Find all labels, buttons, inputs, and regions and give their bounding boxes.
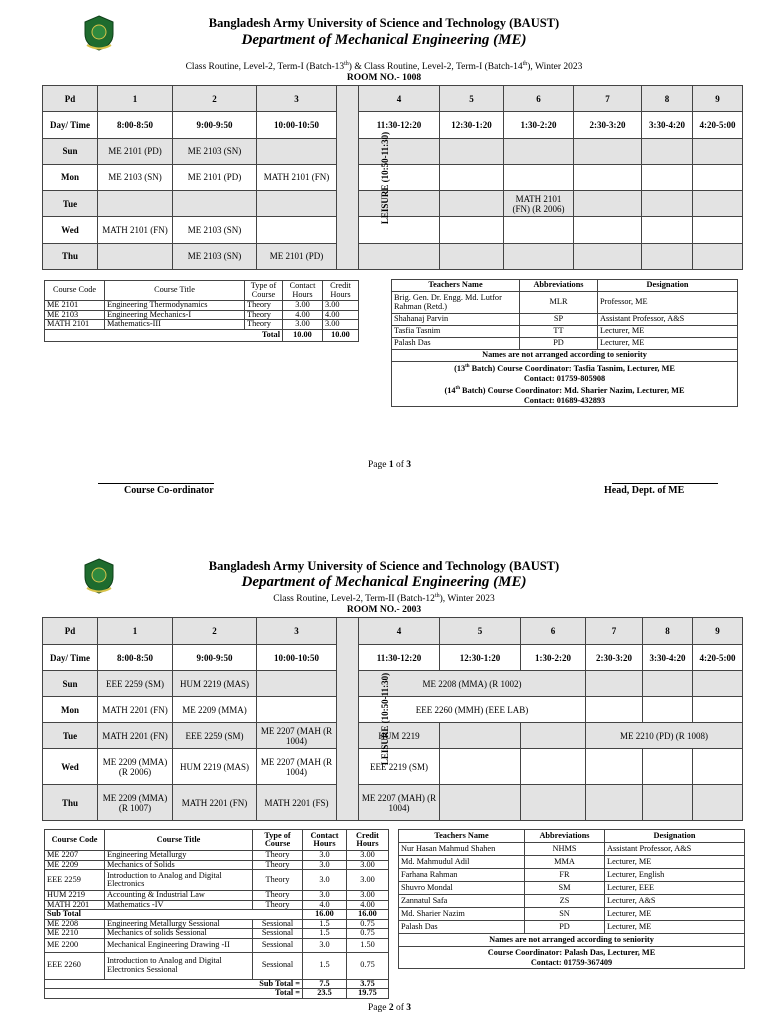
class-cell: EEE 2259 (SM) xyxy=(173,723,257,749)
class-cell: ME 2209 (MMA) (R 1007) xyxy=(98,785,173,821)
time-header: 12:30-1:20 xyxy=(440,112,504,138)
day-label: Thu xyxy=(43,243,98,269)
day-label: Tue xyxy=(43,723,98,749)
room-number: ROOM NO.- 1008 xyxy=(346,73,422,83)
university-title: Bangladesh Army University of Science and Technology (BAUST) xyxy=(208,16,560,30)
course-title-header: Course Title xyxy=(105,830,253,851)
teacher-table xyxy=(398,829,745,969)
department-title: Department of Mechanical Engineering (ME) xyxy=(241,32,527,48)
day-label: Wed xyxy=(43,749,98,785)
table-row: ME 2207 Engineering Metallurgy Theory 3.0 3.00 xyxy=(45,851,389,861)
contact-hours-header: Contact Hours xyxy=(303,830,347,851)
time-header: 8:00-8:50 xyxy=(98,645,173,671)
table-row: ME 2200 Mechanical Engineering Drawing -II Sessional 3.0 1.50 xyxy=(45,938,389,952)
teacher-table xyxy=(391,279,738,407)
class-cell: MATH 2201 (FN) xyxy=(98,697,173,723)
time-header: 3:30-4:20 xyxy=(642,112,693,138)
designation-header: Designation xyxy=(598,280,738,292)
time-header: 11:30-12:20 xyxy=(359,645,440,671)
class-cell: ME 2103 (SN) xyxy=(98,164,173,190)
credit-hours-header: Credit Hours xyxy=(347,830,389,851)
time-header: 8:00-8:50 xyxy=(98,112,173,138)
period-header: 6 xyxy=(521,618,586,645)
day-label: Sun xyxy=(43,671,98,697)
subtotal-contact: 7.5 xyxy=(303,979,347,989)
class-cell: ME 2101 (PD) xyxy=(257,243,337,269)
teacher-name-header: Teachers Name xyxy=(392,280,520,292)
class-cell: ME 2101 (PD) xyxy=(98,138,173,164)
subtotal-credit: 16.00 xyxy=(347,910,389,920)
course-table xyxy=(44,280,359,342)
period-header: 8 xyxy=(642,86,693,112)
period-header: 1 xyxy=(98,618,173,645)
table-row: Palash Das PD Lecturer, ME xyxy=(399,921,745,934)
class-cell: EEE 2260 (MMH) (EEE LAB) xyxy=(359,697,586,723)
class-cell: MATH 2101 (FN) (R 2006) xyxy=(504,191,574,217)
day-label: Mon xyxy=(43,697,98,723)
table-row: Palash Das PD Lecturer, ME xyxy=(392,338,738,350)
class-cell: MATH 2201 (FN) xyxy=(98,723,173,749)
class-cell: ME 2207 (MAH (R 1004) xyxy=(257,749,337,785)
course-table xyxy=(44,829,389,999)
total-contact: 23.5 xyxy=(303,989,347,999)
table-row: ME 2103 Engineering Mechanics-I Theory 4.00 4.00 xyxy=(45,310,359,320)
table-row: ME 2210 Mechanics of solids Sessional Sessional 1.5 0.75 xyxy=(45,929,389,939)
table-row: Farhana Rahman FR Lecturer, English xyxy=(399,869,745,882)
period-header: 7 xyxy=(574,86,642,112)
seniority-note: Names are not arranged according to seniority xyxy=(392,350,738,362)
class-cell: ME 2207 (MAH) (R 1004) xyxy=(359,785,440,821)
table-row: Zannatul Safa ZS Lecturer, A&S xyxy=(399,895,745,908)
course-coordinator-signature: Course Co-ordinator xyxy=(124,485,214,496)
course-code-header: Course Code xyxy=(45,281,105,301)
table-row: ME 2101 Engineering Thermodynamics Theory 3.00 3.00 xyxy=(45,301,359,311)
period-header: 7 xyxy=(586,618,643,645)
time-header: 1:30-2:20 xyxy=(521,645,586,671)
table-row: Shahanaj Parvin SP Assistant Professor, A&S xyxy=(392,314,738,326)
table-row: Md. Sharier Nazim SN Lecturer, ME xyxy=(399,908,745,921)
signature-line xyxy=(612,483,718,484)
class-cell: MATH 2101 (FN) xyxy=(257,164,337,190)
time-header: 12:30-1:20 xyxy=(440,645,521,671)
table-row: ME 2209 Mechanics of Solids Theory 3.0 3.00 xyxy=(45,860,389,870)
time-header: 4:20-5:00 xyxy=(693,112,743,138)
class-cell: EEE 2219 (SM) xyxy=(359,749,440,785)
period-header: 8 xyxy=(643,618,693,645)
routine-table xyxy=(42,617,743,821)
table-row: Nur Hasan Mahmud Shahen NHMS Assistant Professor, A&S xyxy=(399,843,745,856)
routine-subtitle: Class Routine, Level-2, Term-II (Batch-12th), Winter 2023 xyxy=(273,593,495,605)
period-header: 9 xyxy=(693,86,743,112)
subtotal-label: Sub Total xyxy=(45,910,303,920)
pd-header: Pd xyxy=(43,86,98,112)
class-cell: HUM 2219 xyxy=(359,723,440,749)
total-contact: 10.00 xyxy=(283,329,323,341)
class-cell: EEE 2259 (SM) xyxy=(98,671,173,697)
routine-table xyxy=(42,85,743,270)
period-header: 2 xyxy=(173,86,257,112)
time-header: 3:30-4:20 xyxy=(643,645,693,671)
time-header: 9:00-9:50 xyxy=(173,112,257,138)
time-header: 11:30-12:20 xyxy=(359,112,440,138)
period-header: 3 xyxy=(257,86,337,112)
course-code-header: Course Code xyxy=(45,830,105,851)
room-number: ROOM NO.- 2003 xyxy=(346,605,422,615)
total-label: Total = xyxy=(45,989,303,999)
class-cell: ME 2103 (SN) xyxy=(173,217,257,243)
period-header: 1 xyxy=(98,86,173,112)
day-label: Sun xyxy=(43,138,98,164)
abbreviation-header: Abbreviations xyxy=(525,830,605,843)
time-header: 10:00-10:50 xyxy=(257,645,337,671)
subtotal-credit: 3.75 xyxy=(347,979,389,989)
abbreviation-header: Abbreviations xyxy=(520,280,598,292)
table-row: MATH 2101 Mathematics-III Theory 3.00 3.00 xyxy=(45,320,359,330)
table-row: HUM 2219 Accounting & Industrial Law Theory 3.0 3.00 xyxy=(45,891,389,901)
period-header: 5 xyxy=(440,86,504,112)
university-title: Bangladesh Army University of Science and Technology (BAUST) xyxy=(208,559,560,573)
table-row: Md. Mahmudul Adil MMA Lecturer, ME xyxy=(399,856,745,869)
subtotal-label: Sub Total = xyxy=(45,979,303,989)
table-row: EEE 2259 Introduction to Analog and Digital Electronics Theory 3.0 3.00 xyxy=(45,870,389,891)
coordinator-info: Course Coordinator: Palash Das, Lecturer, ME Contact: 01759-367409 xyxy=(399,947,745,969)
subtotal-contact: 16.00 xyxy=(303,910,347,920)
time-header: 10:00-10:50 xyxy=(257,112,337,138)
head-dept-signature: Head, Dept. of ME xyxy=(604,485,685,496)
day-label: Wed xyxy=(43,217,98,243)
period-header: 9 xyxy=(693,618,743,645)
total-credit: 10.00 xyxy=(323,329,359,341)
course-type-header: Type of Course xyxy=(245,281,283,301)
period-header: 3 xyxy=(257,618,337,645)
day-label: Thu xyxy=(43,785,98,821)
day-time-header: Day/ Time xyxy=(43,112,98,138)
page-number: Page 1 of 3 xyxy=(368,460,412,470)
contact-hours-header: Contact Hours xyxy=(283,281,323,301)
leisure-column: LEISURE (10:50-11:30) xyxy=(337,618,359,821)
routine-subtitle: Class Routine, Level-2, Term-I (Batch-13th) & Class Routine, Level-2, Term-I (Batch-14th), Winter 2023 xyxy=(185,61,583,73)
class-cell: MATH 2201 (FN) xyxy=(173,785,257,821)
period-header: 2 xyxy=(173,618,257,645)
time-header: 2:30-3:20 xyxy=(586,645,643,671)
table-row: EEE 2260 Introduction to Analog and Digital Electronics Sessional Sessional 1.5 0.75 xyxy=(45,952,389,979)
signature-line xyxy=(98,483,214,484)
department-title: Department of Mechanical Engineering (ME) xyxy=(241,574,527,590)
class-cell: ME 2208 (MMA) (R 1002) xyxy=(359,671,586,697)
class-cell: ME 2101 (PD) xyxy=(173,164,257,190)
class-cell: MATH 2201 (FS) xyxy=(257,785,337,821)
period-header: 5 xyxy=(440,618,521,645)
credit-hours-header: Credit Hours xyxy=(323,281,359,301)
class-cell: ME 2207 (MAH (R 1004) xyxy=(257,723,337,749)
period-header: 4 xyxy=(359,86,440,112)
pd-header: Pd xyxy=(43,618,98,645)
total-label: Total xyxy=(45,329,283,341)
day-label: Tue xyxy=(43,191,98,217)
period-header: 6 xyxy=(504,86,574,112)
class-cell: HUM 2219 (MAS) xyxy=(173,671,257,697)
designation-header: Designation xyxy=(605,830,745,843)
class-cell: ME 2209 (MMA) xyxy=(173,697,257,723)
seniority-note: Names are not arranged according to seniority xyxy=(399,934,745,947)
day-time-header: Day/ Time xyxy=(43,645,98,671)
table-row: MATH 2201 Mathematics -IV Theory 4.0 4.00 xyxy=(45,900,389,910)
time-header: 1:30-2:20 xyxy=(504,112,574,138)
class-cell: HUM 2219 (MAS) xyxy=(173,749,257,785)
teacher-name-header: Teachers Name xyxy=(399,830,525,843)
table-row: Brig. Gen. Dr. Engg. Md. Lutfor Rahman (Retd.) MLR Professor, ME xyxy=(392,292,738,314)
table-row: Shuvro Mondal SM Lecturer, EEE xyxy=(399,882,745,895)
leisure-column: LEISURE (10:50-11:30) xyxy=(337,86,359,270)
table-row: Tasfia Tasnim TT Lecturer, ME xyxy=(392,326,738,338)
course-title-header: Course Title xyxy=(105,281,245,301)
total-credit: 19.75 xyxy=(347,989,389,999)
class-cell: ME 2103 (SN) xyxy=(173,243,257,269)
class-cell: ME 2103 (SN) xyxy=(173,138,257,164)
page-number: Page 2 of 3 xyxy=(368,1003,412,1013)
time-header: 2:30-3:20 xyxy=(574,112,642,138)
class-cell: ME 2209 (MMA) (R 2006) xyxy=(98,749,173,785)
period-header: 4 xyxy=(359,618,440,645)
class-cell: ME 2210 (PD) (R 1008) xyxy=(586,723,743,749)
class-cell: MATH 2101 (FN) xyxy=(98,217,173,243)
table-row: ME 2208 Engineering Metallurgy Sessional Sessional 1.5 0.75 xyxy=(45,919,389,929)
coordinator-info: (13th Batch) Course Coordinator: Tasfia Tasnim, Lecturer, ME Contact: 01759-805908 (14th Batch) Course Coordinator: Md. Sharier Nazim, Lecturer, ME Contact: 01689-432893 xyxy=(392,362,738,407)
course-type-header: Type of Course xyxy=(253,830,303,851)
time-header: 9:00-9:50 xyxy=(173,645,257,671)
time-header: 4:20-5:00 xyxy=(693,645,743,671)
day-label: Mon xyxy=(43,164,98,190)
